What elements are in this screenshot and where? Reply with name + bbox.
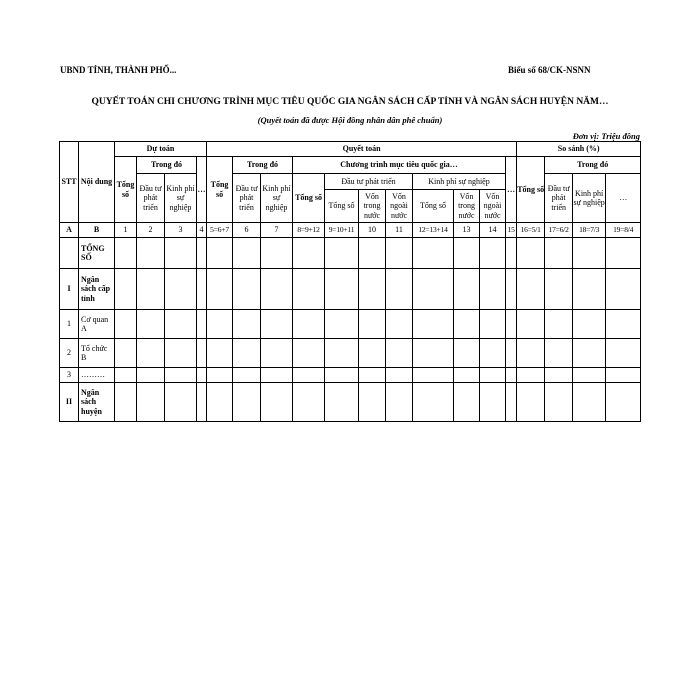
row-cell <box>517 238 545 269</box>
row-cell <box>165 310 197 339</box>
row-label: Ngân sách cấp tỉnh <box>79 269 115 310</box>
row-cell <box>207 238 233 269</box>
row-cell <box>197 383 207 422</box>
qt-chuong-trinh: Chương trình mục tiêu quốc gia… <box>293 157 506 174</box>
row-cell <box>207 383 233 422</box>
row-cell <box>165 368 197 383</box>
row-cell <box>293 339 325 368</box>
row-cell <box>261 383 293 422</box>
row-cell <box>359 368 386 383</box>
row-cell <box>386 238 413 269</box>
col-code: 18=7/3 <box>573 223 606 238</box>
row-cell <box>545 368 573 383</box>
table-row <box>60 339 641 368</box>
row-cell <box>261 368 293 383</box>
row-cell <box>386 383 413 422</box>
col-code: 13 <box>454 223 480 238</box>
qt-dau-tu: Đầu tư phát triển <box>233 174 261 223</box>
col-code: B <box>79 223 115 238</box>
col-code: 3 <box>165 223 197 238</box>
row-stt: 2 <box>60 339 79 368</box>
kp-von-trong-nuoc: Vốn trong nước <box>454 190 480 223</box>
row-cell <box>480 339 506 368</box>
row-cell <box>480 310 506 339</box>
row-cell <box>480 238 506 269</box>
table-row <box>60 310 641 339</box>
row-cell <box>454 310 480 339</box>
row-cell <box>506 339 517 368</box>
row-label: ……… <box>79 368 115 383</box>
row-cell <box>606 310 641 339</box>
budget-table <box>59 141 641 422</box>
table-row <box>60 368 641 383</box>
row-cell <box>606 238 641 269</box>
row-cell <box>325 339 359 368</box>
row-cell <box>545 383 573 422</box>
qt-kinh-phi: Kinh phí sự nghiệp <box>261 174 293 223</box>
dt-ellipsis: … <box>197 157 207 223</box>
row-cell <box>137 238 165 269</box>
row-cell <box>573 368 606 383</box>
row-cell <box>197 310 207 339</box>
row-cell <box>506 368 517 383</box>
table-row <box>60 238 641 269</box>
row-cell <box>359 339 386 368</box>
col-code: 7 <box>261 223 293 238</box>
row-cell <box>517 368 545 383</box>
row-cell <box>606 269 641 310</box>
row-cell <box>359 310 386 339</box>
row-cell <box>413 238 454 269</box>
col-code: 8=9+12 <box>293 223 325 238</box>
col-code: 12=13+14 <box>413 223 454 238</box>
row-cell <box>115 339 137 368</box>
row-cell <box>165 383 197 422</box>
row-cell <box>506 269 517 310</box>
col-code: 5=6+7 <box>207 223 233 238</box>
row-cell <box>115 238 137 269</box>
row-cell <box>261 238 293 269</box>
row-cell <box>233 339 261 368</box>
row-cell <box>197 368 207 383</box>
ss-ellipsis: … <box>606 174 641 223</box>
ss-trong-do: Trong đó <box>545 157 641 174</box>
row-cell <box>261 310 293 339</box>
qt-tong-so: Tổng số <box>207 157 233 223</box>
col-code: A <box>60 223 79 238</box>
row-stt: 1 <box>60 310 79 339</box>
table-row <box>60 383 641 422</box>
row-cell <box>480 368 506 383</box>
row-cell <box>454 339 480 368</box>
row-cell <box>606 368 641 383</box>
column-code-row <box>60 223 641 238</box>
col-code: 9=10+11 <box>325 223 359 238</box>
col-code: 15 <box>506 223 517 238</box>
row-cell <box>233 310 261 339</box>
row-cell <box>573 339 606 368</box>
ct-kinh-phi-label: Kinh phí sự nghiệp <box>413 174 506 190</box>
row-cell <box>359 383 386 422</box>
row-label: Ngân sách huyện <box>79 383 115 422</box>
dt-tong-so-sub: Tổng số <box>325 190 359 223</box>
header-du-toan: Dự toán <box>115 142 207 157</box>
col-code: 6 <box>233 223 261 238</box>
row-cell <box>207 368 233 383</box>
row-stt: I <box>60 269 79 310</box>
col-code: 10 <box>359 223 386 238</box>
row-cell <box>261 339 293 368</box>
dt-trong-do: Trong đó <box>137 157 197 174</box>
row-cell <box>413 383 454 422</box>
form-number: Biểu số 68/CK-NSNN <box>508 65 591 75</box>
row-cell <box>293 368 325 383</box>
row-cell <box>480 383 506 422</box>
row-cell <box>454 238 480 269</box>
ss-kinh-phi: Kinh phí sự nghiệp <box>573 174 606 223</box>
row-cell <box>165 339 197 368</box>
row-cell <box>137 269 165 310</box>
col-code: 19=8/4 <box>606 223 641 238</box>
row-stt: 3 <box>60 368 79 383</box>
row-cell <box>573 310 606 339</box>
row-cell <box>325 368 359 383</box>
row-stt <box>60 238 79 269</box>
row-label: Tổ chức B <box>79 339 115 368</box>
row-cell <box>233 238 261 269</box>
row-cell <box>293 238 325 269</box>
row-cell <box>261 269 293 310</box>
row-label: Cơ quan A <box>79 310 115 339</box>
document-title: QUYẾT TOÁN CHI CHƯƠNG TRÌNH MỤC TIÊU QUỐC GIA NGÂN SÁCH CẤP TỈNH VÀ NGÂN SÁCH HUYỆN NĂM… <box>91 97 609 107</box>
row-cell <box>386 310 413 339</box>
row-cell <box>606 383 641 422</box>
row-cell <box>573 269 606 310</box>
row-cell <box>454 368 480 383</box>
row-cell <box>454 269 480 310</box>
row-stt: II <box>60 383 79 422</box>
row-label: TỔNG SỐ <box>79 238 115 269</box>
header-so-sanh: So sánh (%) <box>517 142 641 157</box>
row-cell <box>115 269 137 310</box>
col-code: 16=5/1 <box>517 223 545 238</box>
row-cell <box>233 383 261 422</box>
row-cell <box>517 310 545 339</box>
kp-tong-so-sub: Tổng số <box>413 190 454 223</box>
row-cell <box>165 269 197 310</box>
row-cell <box>386 368 413 383</box>
row-cell <box>413 339 454 368</box>
col-code: 1 <box>115 223 137 238</box>
dt-von-ngoai-nuoc: Vốn ngoài nước <box>386 190 413 223</box>
header-quyet-toan: Quyết toán <box>207 142 517 157</box>
row-cell <box>386 339 413 368</box>
row-cell <box>137 310 165 339</box>
row-cell <box>545 269 573 310</box>
row-cell <box>517 269 545 310</box>
row-cell <box>197 339 207 368</box>
row-cell <box>359 238 386 269</box>
col-code: 4 <box>197 223 207 238</box>
ss-tong-so: Tổng số <box>517 157 545 223</box>
row-cell <box>573 238 606 269</box>
row-cell <box>545 339 573 368</box>
col-code: 2 <box>137 223 165 238</box>
ct-tong-so: Tổng số <box>293 174 325 223</box>
row-cell <box>137 339 165 368</box>
col-code: 17=6/2 <box>545 223 573 238</box>
header-noi-dung: Nội dung <box>79 142 115 223</box>
header-stt: STT <box>60 142 79 223</box>
agency-header: UBND TỈNH, THÀNH PHỐ... <box>60 65 177 75</box>
row-cell <box>293 310 325 339</box>
col-code: 14 <box>480 223 506 238</box>
ct-dau-tu-label: Đầu tư phát triển <box>325 174 413 190</box>
row-cell <box>115 368 137 383</box>
row-cell <box>480 269 506 310</box>
row-cell <box>197 238 207 269</box>
row-cell <box>506 310 517 339</box>
row-cell <box>233 368 261 383</box>
row-cell <box>517 383 545 422</box>
row-cell <box>233 269 261 310</box>
row-cell <box>137 368 165 383</box>
row-cell <box>413 368 454 383</box>
row-cell <box>293 269 325 310</box>
ss-dau-tu: Đầu tư phát triển <box>545 174 573 223</box>
row-cell <box>325 269 359 310</box>
row-cell <box>325 238 359 269</box>
document-subtitle: (Quyết toán đã được Hội đồng nhân dân phê chuẩn) <box>257 115 443 125</box>
row-cell <box>197 269 207 310</box>
row-cell <box>454 383 480 422</box>
row-cell <box>413 310 454 339</box>
dt-tong-so: Tổng số <box>115 157 137 223</box>
row-cell <box>207 269 233 310</box>
qt-ellipsis: … <box>506 157 517 223</box>
row-cell <box>293 383 325 422</box>
row-cell <box>413 269 454 310</box>
row-cell <box>573 383 606 422</box>
row-cell <box>545 238 573 269</box>
row-cell <box>165 238 197 269</box>
row-cell <box>207 310 233 339</box>
table-row <box>60 269 641 310</box>
row-cell <box>545 310 573 339</box>
col-code: 11 <box>386 223 413 238</box>
dt-kinh-phi: Kinh phí sự nghiệp <box>165 174 197 223</box>
row-cell <box>506 238 517 269</box>
row-cell <box>115 383 137 422</box>
row-cell <box>325 310 359 339</box>
row-cell <box>359 269 386 310</box>
row-cell <box>517 339 545 368</box>
row-cell <box>325 383 359 422</box>
unit-label: Đơn vị: Triệu đồng <box>572 131 640 141</box>
row-cell <box>386 269 413 310</box>
kp-von-ngoai-nuoc: Vốn ngoài nước <box>480 190 506 223</box>
row-cell <box>606 339 641 368</box>
dt-von-trong-nuoc: Vốn trong nước <box>359 190 386 223</box>
row-cell <box>137 383 165 422</box>
row-cell <box>506 383 517 422</box>
qt-trong-do: Trong đó <box>233 157 293 174</box>
dt-dau-tu: Đầu tư phát triển <box>137 174 165 223</box>
row-cell <box>207 339 233 368</box>
row-cell <box>115 310 137 339</box>
